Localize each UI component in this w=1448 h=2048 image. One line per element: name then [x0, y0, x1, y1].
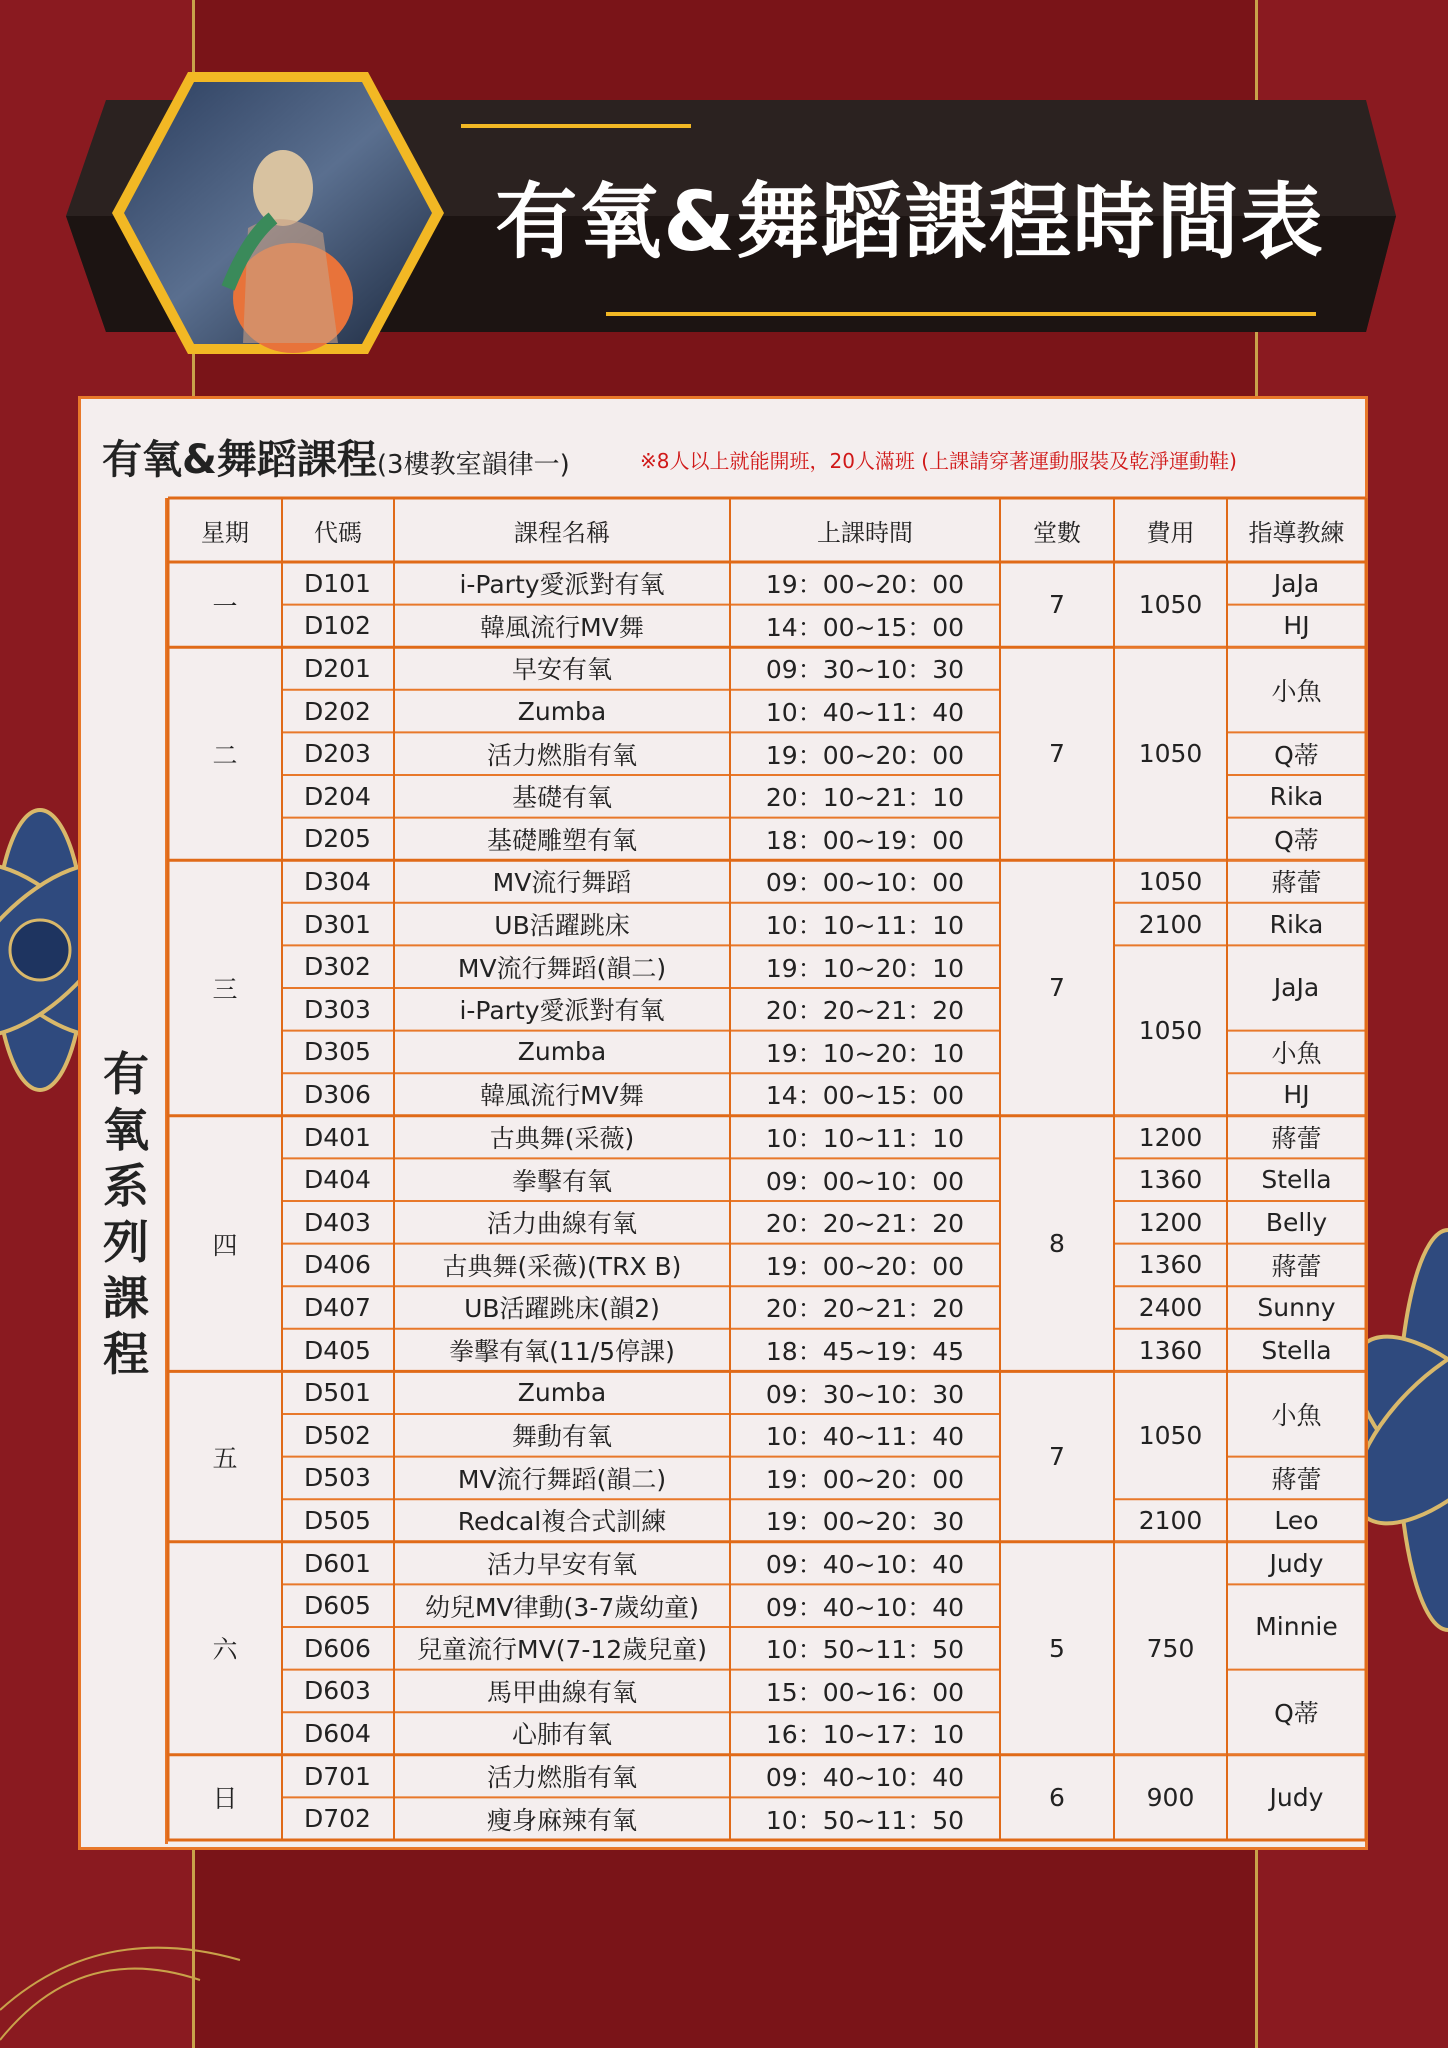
class-time: 20：20~21：20: [765, 1209, 965, 1239]
coach-name: 小魚: [1271, 1400, 1322, 1430]
coach-name: Rika: [1269, 781, 1324, 811]
day-label: 一: [212, 591, 238, 621]
coach-name: Belly: [1265, 1207, 1328, 1237]
course-code: D201: [304, 653, 371, 683]
course-name: Zumba: [517, 1378, 607, 1408]
course-code: D404: [304, 1165, 371, 1195]
class-time: 10：50~11：50: [765, 1635, 965, 1665]
coach-name: JaJa: [1273, 568, 1320, 598]
course-name: 活力燃脂有氧: [486, 740, 637, 770]
coach-name: JaJa: [1273, 973, 1320, 1003]
class-time: 18：00~19：00: [765, 825, 965, 855]
course-name: 韓風流行MV舞: [480, 1081, 644, 1111]
class-time: 09：00~10：00: [765, 1166, 965, 1196]
class-time: 09：30~10：30: [765, 1379, 965, 1409]
fee-value: 1050: [1138, 866, 1203, 896]
class-time: 10：10~11：10: [765, 1124, 965, 1154]
course-name: 古典舞(采薇)(TRX B): [442, 1251, 682, 1281]
section-room: (3樓教室韻律一): [376, 450, 570, 480]
class-time: 20：20~21：20: [765, 1294, 965, 1324]
coach-name: Q蒂: [1274, 740, 1319, 770]
course-name: MV流行舞蹈(韻二): [457, 953, 667, 983]
course-code: D701: [304, 1761, 371, 1791]
session-count: 7: [1049, 973, 1065, 1003]
course-code: D505: [304, 1505, 371, 1535]
course-code: D204: [304, 781, 371, 811]
fee-value: 1200: [1138, 1207, 1203, 1237]
page-title: 有氧&舞蹈課程時間表: [495, 175, 1325, 270]
vertical-label-char: 系: [103, 1159, 149, 1213]
class-time: 10：40~11：40: [765, 1422, 965, 1452]
coach-name: HJ: [1283, 1079, 1310, 1109]
coach-name: Rika: [1269, 909, 1324, 939]
coach-name: 小魚: [1271, 1038, 1322, 1068]
class-time: 19：00~20：00: [765, 1251, 965, 1281]
class-time: 19：00~20：30: [765, 1507, 965, 1537]
fee-value: 1050: [1138, 590, 1203, 620]
course-name: 瘦身麻辣有氧: [486, 1805, 637, 1835]
course-name: Redcal複合式訓練: [457, 1507, 667, 1537]
course-code: D603: [304, 1676, 371, 1706]
course-code: D102: [304, 611, 371, 641]
course-name: i-Party愛派對有氧: [459, 996, 665, 1026]
session-count: 7: [1049, 1442, 1065, 1472]
course-name: 幼兒MV律動(3-7歲幼童): [424, 1592, 699, 1622]
course-name: i-Party愛派對有氧: [459, 570, 665, 600]
course-code: D301: [304, 909, 371, 939]
course-name: 活力早安有氧: [486, 1550, 637, 1580]
class-time: 09：40~10：40: [765, 1550, 965, 1580]
course-name: Zumba: [517, 1037, 607, 1067]
class-time: 14：00~15：00: [765, 612, 965, 642]
fee-value: 2400: [1138, 1292, 1203, 1322]
course-code: D406: [304, 1250, 371, 1280]
course-name: 活力燃脂有氧: [486, 1763, 637, 1793]
course-name: 拳擊有氧: [511, 1166, 612, 1196]
course-name: MV流行舞蹈(韻二): [457, 1464, 667, 1494]
header-day: 星期: [201, 518, 249, 547]
course-code: D405: [304, 1335, 371, 1365]
course-code: D303: [304, 994, 371, 1024]
session-count: 6: [1049, 1782, 1065, 1812]
class-time: 10：50~11：50: [765, 1805, 965, 1835]
coach-name: 蔣蕾: [1271, 1124, 1322, 1154]
course-name: MV流行舞蹈: [492, 868, 632, 898]
course-name: 心肺有氧: [511, 1720, 612, 1750]
course-code: D302: [304, 952, 371, 982]
course-code: D305: [304, 1037, 371, 1067]
coach-name: Sunny: [1257, 1292, 1336, 1322]
course-code: D604: [304, 1718, 371, 1748]
course-name: 馬甲曲線有氧: [486, 1677, 637, 1707]
coach-name: 蔣蕾: [1271, 1251, 1322, 1281]
course-code: D401: [304, 1122, 371, 1152]
class-time: 20：20~21：20: [765, 996, 965, 1026]
coach-name: Stella: [1261, 1165, 1332, 1195]
day-label: 五: [212, 1443, 238, 1473]
class-time: 19：10~20：10: [765, 1038, 965, 1068]
fee-value: 1200: [1138, 1122, 1203, 1152]
class-notice: ※8人以上就能開班，20人滿班 (上課請穿著運動服裝及乾淨運動鞋): [640, 449, 1237, 473]
class-time: 09：40~10：40: [765, 1592, 965, 1622]
class-time: 09：40~10：40: [765, 1763, 965, 1793]
course-code: D205: [304, 824, 371, 854]
coach-name: HJ: [1283, 611, 1310, 641]
class-time: 18：45~19：45: [765, 1337, 965, 1367]
fee-value: 1050: [1138, 1016, 1203, 1046]
day-label: 日: [212, 1784, 238, 1814]
course-code: D304: [304, 866, 371, 896]
coach-name: Stella: [1261, 1335, 1332, 1365]
vertical-label-char: 氧: [103, 1103, 149, 1157]
course-code: D407: [304, 1292, 371, 1322]
day-label: 三: [212, 974, 238, 1004]
course-name: Zumba: [517, 696, 607, 726]
coach-name: Minnie: [1255, 1612, 1338, 1642]
course-code: D503: [304, 1463, 371, 1493]
class-time: 10：40~11：40: [765, 698, 965, 728]
course-code: D605: [304, 1591, 371, 1621]
course-code: D202: [304, 696, 371, 726]
coach-name: Leo: [1274, 1505, 1319, 1535]
class-time: 19：00~20：00: [765, 1464, 965, 1494]
coach-name: 蔣蕾: [1271, 1464, 1322, 1494]
class-time: 10：10~11：10: [765, 911, 965, 941]
class-time: 09：00~10：00: [765, 868, 965, 898]
session-count: 5: [1049, 1633, 1065, 1663]
header-coach: 指導教練: [1248, 518, 1345, 547]
course-name: 早安有氧: [511, 655, 612, 685]
coach-name: Q蒂: [1274, 825, 1319, 855]
vertical-label-char: 程: [103, 1327, 149, 1381]
vertical-label-char: 有: [103, 1047, 149, 1101]
section-title: 有氧&舞蹈課程: [102, 437, 377, 483]
course-name: 基礎有氧: [511, 783, 612, 813]
course-code: D502: [304, 1420, 371, 1450]
header-sessions: 堂數: [1033, 518, 1081, 547]
coach-name: Judy: [1269, 1548, 1324, 1578]
class-time: 19：00~20：00: [765, 740, 965, 770]
vertical-label-char: 列: [103, 1215, 149, 1269]
class-time: 20：10~21：10: [765, 783, 965, 813]
header-time: 上課時間: [817, 518, 913, 547]
day-label: 四: [212, 1230, 238, 1260]
fee-value: 750: [1146, 1633, 1195, 1663]
course-code: D501: [304, 1378, 371, 1408]
session-count: 8: [1049, 1229, 1065, 1259]
session-count: 7: [1049, 590, 1065, 620]
class-time: 15：00~16：00: [765, 1677, 965, 1707]
course-name: 基礎雕塑有氧: [486, 825, 637, 855]
course-name: 韓風流行MV舞: [480, 612, 644, 642]
course-code: D601: [304, 1548, 371, 1578]
course-code: D403: [304, 1207, 371, 1237]
coach-name: 小魚: [1271, 676, 1322, 706]
class-time: 19：00~20：00: [765, 570, 965, 600]
class-time: 14：00~15：00: [765, 1081, 965, 1111]
course-code: D702: [304, 1804, 371, 1834]
course-code: D306: [304, 1079, 371, 1109]
course-name: UB活躍跳床(韻2): [464, 1294, 660, 1324]
fee-value: 1360: [1138, 1250, 1203, 1280]
day-label: 二: [212, 740, 238, 770]
course-name: 活力曲線有氧: [486, 1209, 637, 1239]
fee-value: 2100: [1138, 909, 1203, 939]
class-time: 09：30~10：30: [765, 655, 965, 685]
header-fee: 費用: [1146, 518, 1195, 547]
fee-value: 1360: [1138, 1165, 1203, 1195]
class-time: 16：10~17：10: [765, 1720, 965, 1750]
fee-value: 1050: [1138, 1420, 1203, 1450]
course-code: D101: [304, 568, 371, 598]
course-code: D203: [304, 739, 371, 769]
vertical-label-char: 課: [103, 1271, 149, 1325]
fee-value: 1050: [1138, 739, 1203, 769]
header-course: 課程名稱: [514, 518, 610, 547]
fee-value: 900: [1146, 1782, 1195, 1812]
fee-value: 1360: [1138, 1335, 1203, 1365]
fee-value: 2100: [1138, 1505, 1203, 1535]
header-code: 代碼: [314, 518, 362, 547]
course-name: UB活躍跳床: [494, 911, 630, 941]
day-label: 六: [212, 1635, 238, 1665]
course-name: 古典舞(采薇): [489, 1124, 635, 1154]
course-name: 兒童流行MV(7-12歲兒童): [417, 1635, 707, 1665]
session-count: 7: [1049, 739, 1065, 769]
course-name: 舞動有氧: [511, 1422, 612, 1452]
coach-name: Q蒂: [1274, 1699, 1319, 1729]
class-time: 19：10~20：10: [765, 953, 965, 983]
coach-name: Judy: [1269, 1782, 1324, 1812]
course-code: D606: [304, 1633, 371, 1663]
coach-name: 蔣蕾: [1271, 868, 1322, 898]
course-name: 拳擊有氧(11/5停課): [449, 1337, 675, 1367]
